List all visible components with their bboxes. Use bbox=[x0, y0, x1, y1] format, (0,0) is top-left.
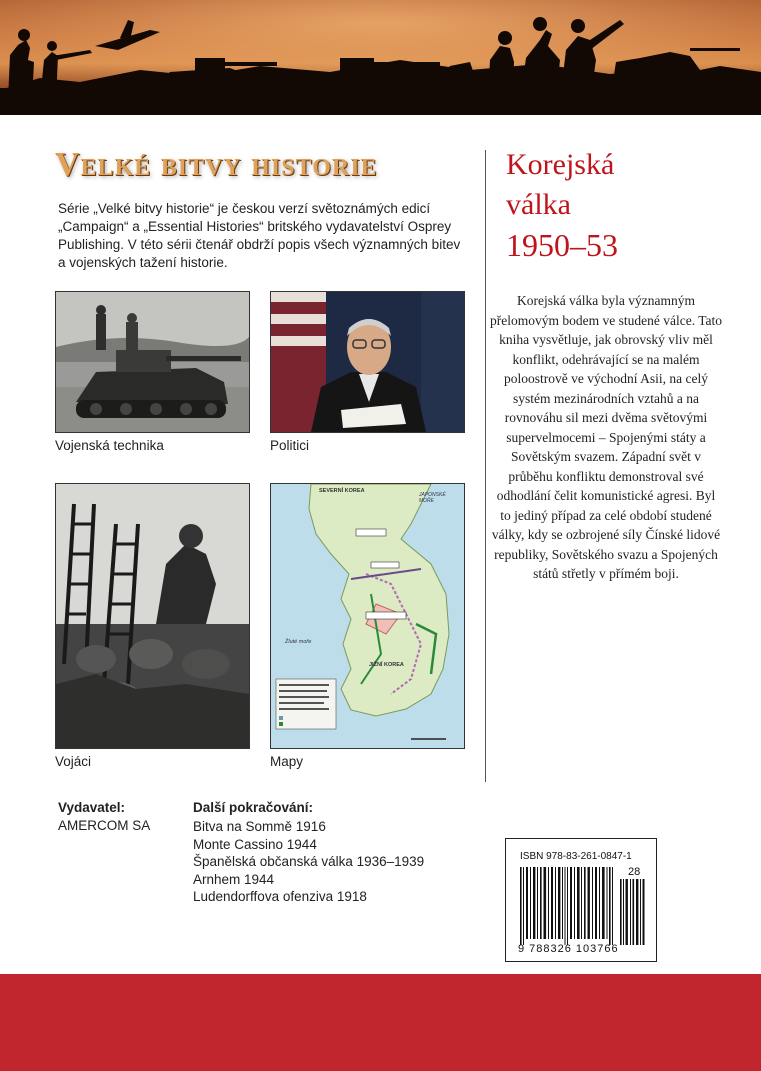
photo-caption: Vojáci bbox=[55, 754, 92, 769]
barcode-box bbox=[505, 838, 657, 962]
soldiers-photo bbox=[55, 483, 250, 749]
publisher-label: Vydavatel: bbox=[58, 800, 126, 815]
list-item: Bitva na Sommě 1916 bbox=[193, 819, 326, 834]
map-label-south: JIŽNÍ KOREA bbox=[369, 662, 404, 668]
korea-map bbox=[270, 483, 465, 749]
photo-caption: Politici bbox=[270, 438, 310, 453]
portrait-photo bbox=[270, 291, 465, 433]
book-title-line: Korejská bbox=[506, 148, 615, 181]
tank-photo bbox=[55, 291, 250, 433]
book-title-years: 1950–53 bbox=[506, 227, 618, 263]
map-label-sea-east: JAPONSKÉ MOŘE bbox=[419, 492, 446, 504]
list-item: Ludendorffova ofenziva 1918 bbox=[193, 889, 367, 904]
book-description: Korejská válka byla významným přelomovým bodem ve studené válce. Tato kniha vysvětluje, jak obrovský vliv měl konflikt, odehrávající se na malém poloostrově ve východní Asii, na celý systém mezinárodních vztahů a na rovnováhu sil mezi dvěma světovými supervelmocemi – Spojenými státy a Sovětským svazem. Západní svět v průběhu konfliktu demonstroval své odhodlání čelit komunistické agresi. Byl to jediný případ za celé období studené války, kdy se ozbrojené síly Čínské lidové republiky, Sovětského svazu a Spojených států střetly v přímém boji. bbox=[490, 293, 722, 581]
column-divider bbox=[485, 150, 486, 782]
list-item: Španělská občanská válka 1936–1939 bbox=[193, 854, 425, 869]
book-title bbox=[506, 145, 746, 265]
map-label-north: SEVERNÍ KOREA bbox=[319, 488, 365, 494]
top-banner bbox=[0, 0, 761, 115]
publisher-name: AMERCOM SA bbox=[58, 818, 151, 833]
bottom-band bbox=[0, 974, 761, 1071]
barcode-digits: 9 788326 103766 bbox=[518, 943, 619, 955]
barcode-addon: 28 bbox=[628, 866, 641, 878]
series-intro: Série „Velké bitvy historie“ je českou verzí světoznámých edicí „Campaign“ a „Essential Histories“ britského vydavatelství Osprey Publishing. V této sérii čtenář obdrží popis všech významných bitev a vojenských tažení historie. bbox=[58, 201, 461, 270]
next-volumes-label: Další pokračování: bbox=[193, 800, 314, 815]
list-item: Monte Cassino 1944 bbox=[193, 836, 317, 852]
isbn-text: ISBN 978-83-261-0847-1 bbox=[520, 851, 632, 862]
series-title: Velké bitvy historie bbox=[55, 146, 378, 183]
book-title-line: válka bbox=[506, 188, 571, 221]
map-label-sea-west: Žluté moře bbox=[285, 639, 312, 645]
battle-silhouette-icon bbox=[0, 0, 761, 115]
photo-caption: Vojenská technika bbox=[55, 438, 164, 453]
list-item: Arnhem 1944 bbox=[193, 871, 275, 887]
photo-caption: Mapy bbox=[270, 754, 304, 769]
next-volumes-list bbox=[193, 818, 424, 906]
